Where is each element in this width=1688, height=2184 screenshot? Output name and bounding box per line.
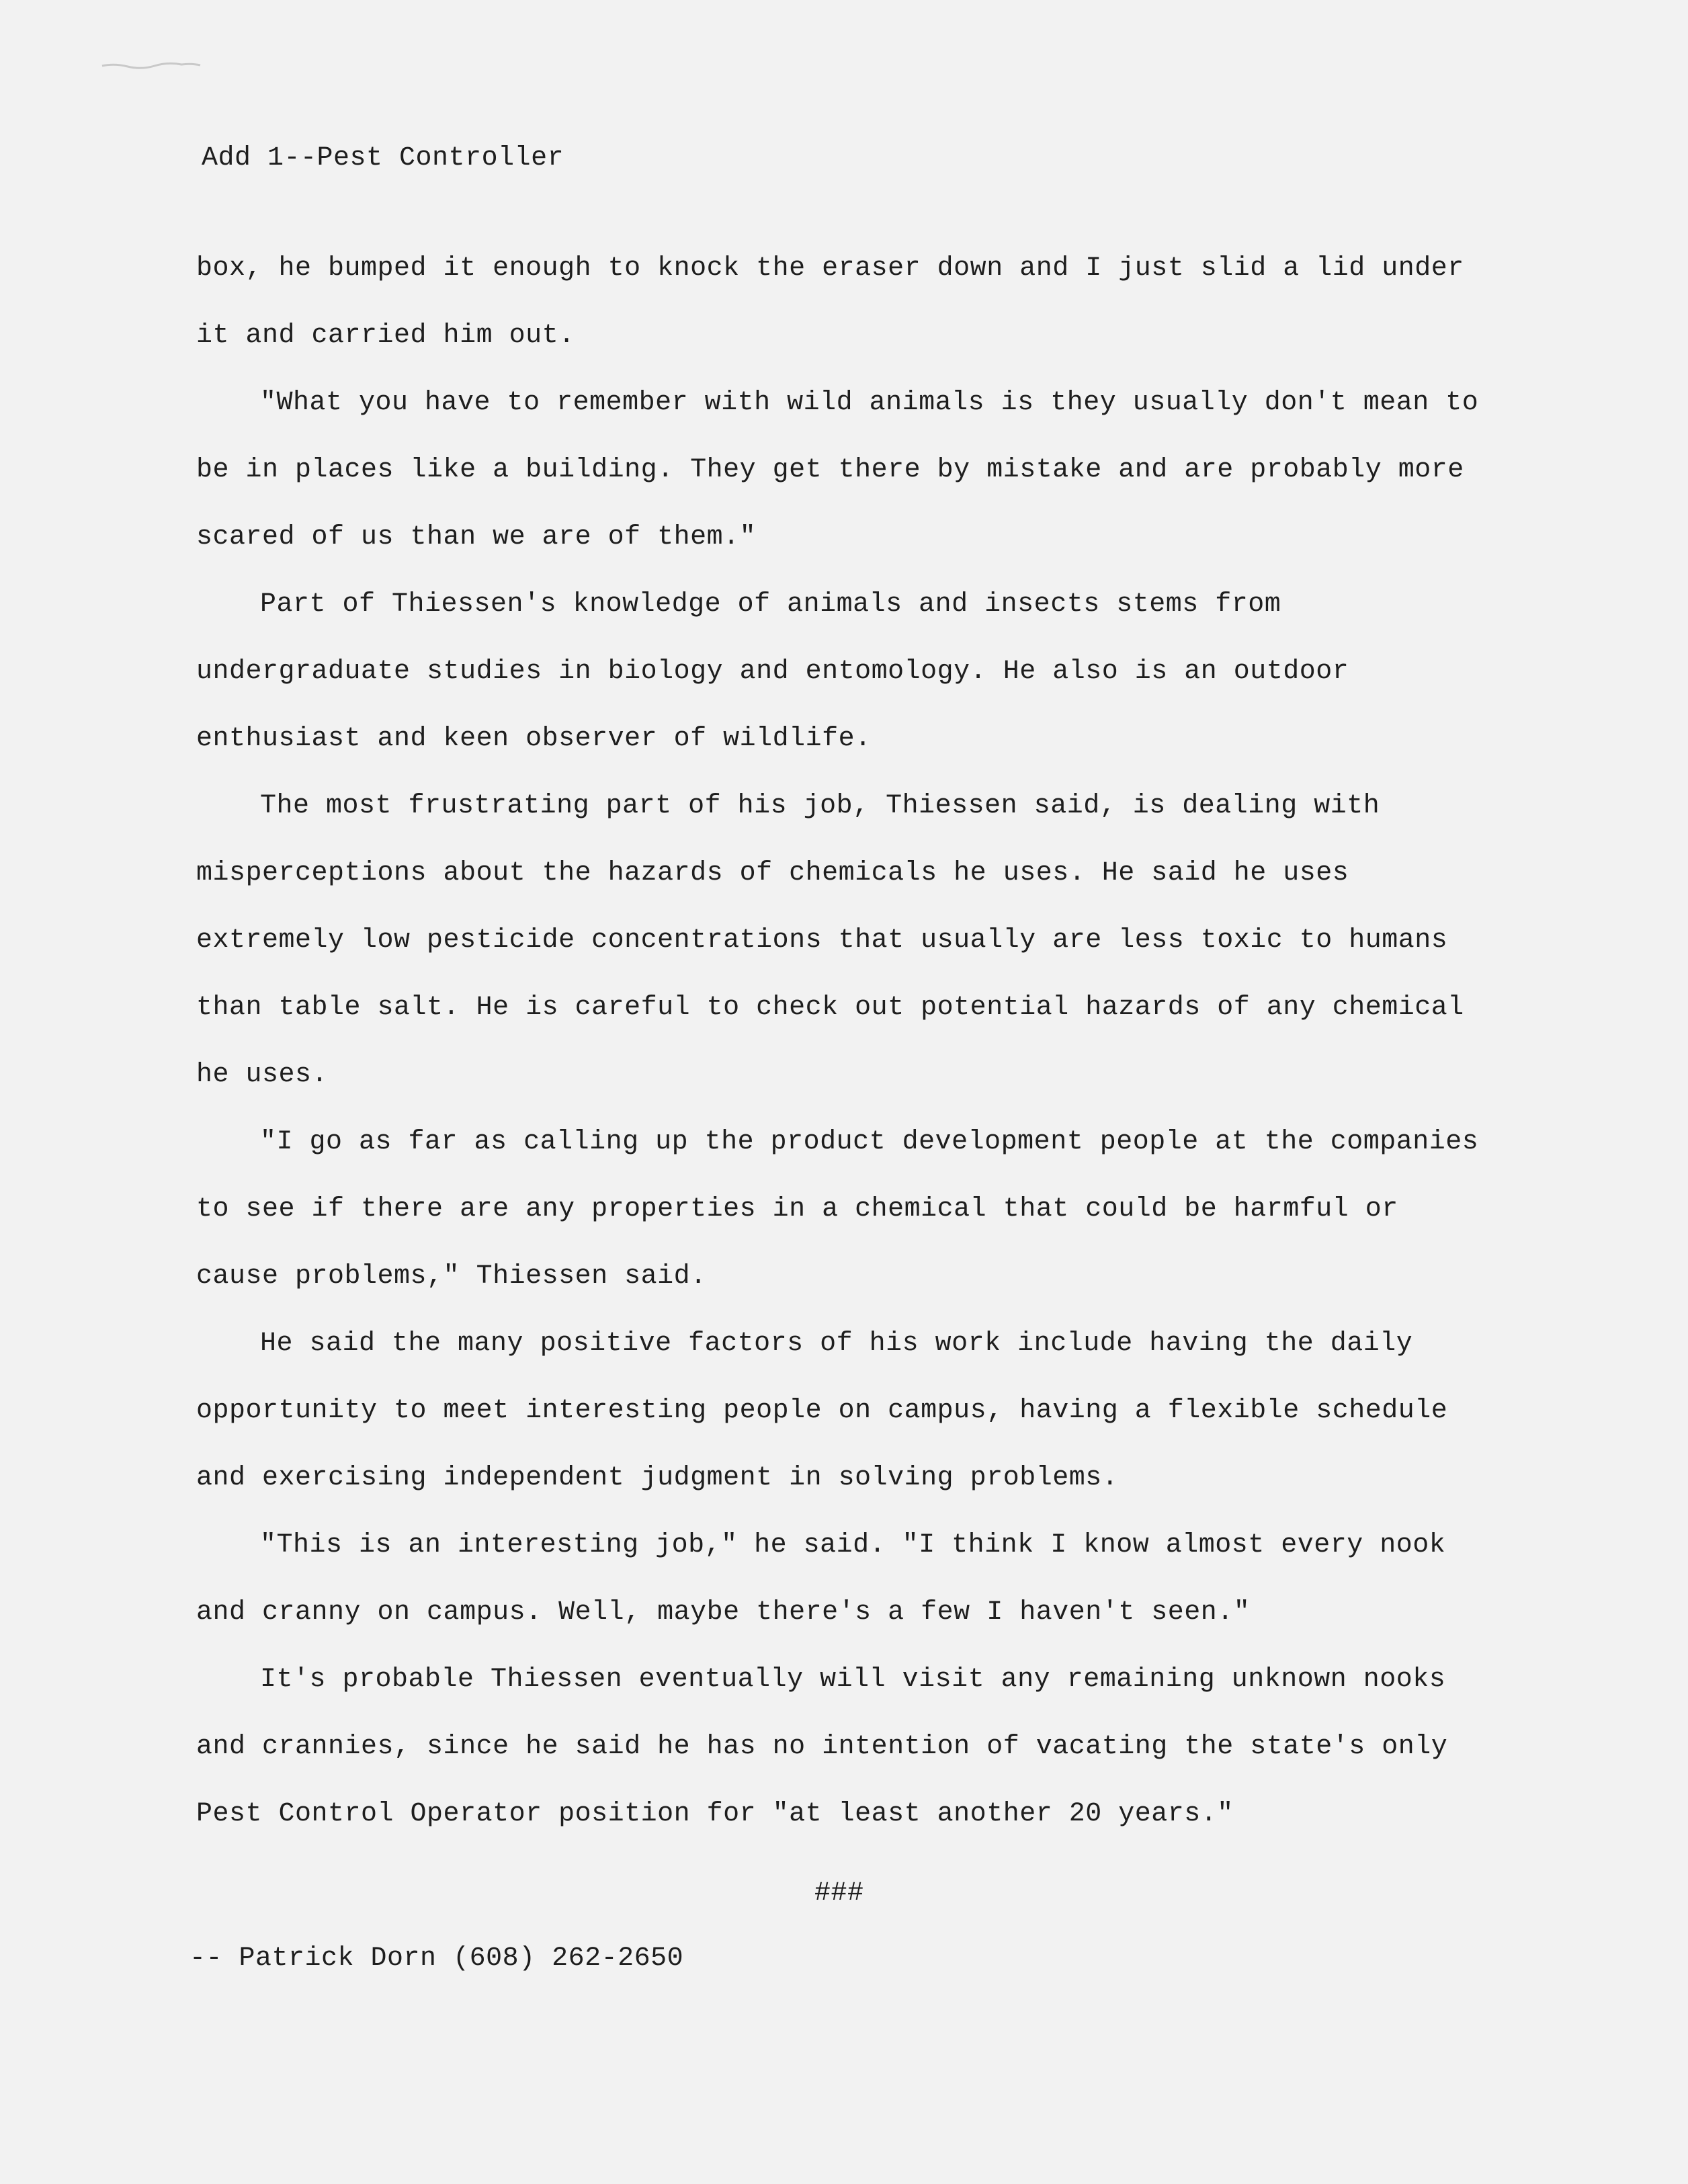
- text-line: Pest Control Operator position for "at least another 20 years.": [196, 1799, 1234, 1829]
- end-of-story-mark: ###: [814, 1878, 864, 1908]
- paper-smudge: [101, 60, 202, 70]
- text-line: be in places like a building. They get there by mistake and are probably more: [196, 455, 1464, 485]
- text-line: to see if there are any properties in a chemical that could be harmful or: [196, 1194, 1398, 1224]
- paragraph-first-line: The most frustrating part of his job, Thiessen said, is dealing with: [260, 791, 1380, 821]
- text-line: and exercising independent judgment in solving problems.: [196, 1463, 1119, 1493]
- text-line: than table salt. He is careful to check out potential hazards of any chemical: [196, 993, 1464, 1023]
- text-line: opportunity to meet interesting people on campus, having a flexible schedule: [196, 1396, 1448, 1426]
- author-contact-byline: -- Patrick Dorn (608) 262-2650: [189, 1943, 684, 1974]
- text-line: misperceptions about the hazards of chemicals he uses. He said he uses: [196, 858, 1349, 888]
- text-line: and crannies, since he said he has no intention of vacating the state's only: [196, 1732, 1448, 1762]
- text-line: box, he bumped it enough to knock the eraser down and I just slid a lid under: [196, 253, 1464, 284]
- paragraph-first-line: "This is an interesting job," he said. "I think I know almost every nook: [260, 1530, 1446, 1560]
- text-line: and cranny on campus. Well, maybe there's a few I haven't seen.": [196, 1597, 1251, 1628]
- paragraph-first-line: "What you have to remember with wild animals is they usually don't mean to: [260, 388, 1479, 418]
- text-line: it and carried him out.: [196, 321, 575, 351]
- text-line: he uses.: [196, 1060, 329, 1090]
- article-body: [196, 253, 1479, 1829]
- text-line: extremely low pesticide concentrations that usually are less toxic to humans: [196, 925, 1448, 956]
- page-slug-heading: Add 1--Pest Controller: [202, 143, 564, 173]
- text-line: enthusiast and keen observer of wildlife.: [196, 724, 872, 754]
- paragraph-first-line: He said the many positive factors of his work include having the daily: [260, 1329, 1413, 1359]
- text-line: scared of us than we are of them.": [196, 522, 757, 552]
- paragraph-first-line: Part of Thiessen's knowledge of animals and insects stems from: [260, 589, 1281, 620]
- text-line: cause problems," Thiessen said.: [196, 1261, 707, 1292]
- paragraph-first-line: "I go as far as calling up the product development people at the companies: [260, 1127, 1479, 1157]
- paragraph-first-line: It's probable Thiessen eventually will visit any remaining unknown nooks: [260, 1665, 1446, 1695]
- text-line: undergraduate studies in biology and entomology. He also is an outdoor: [196, 657, 1349, 687]
